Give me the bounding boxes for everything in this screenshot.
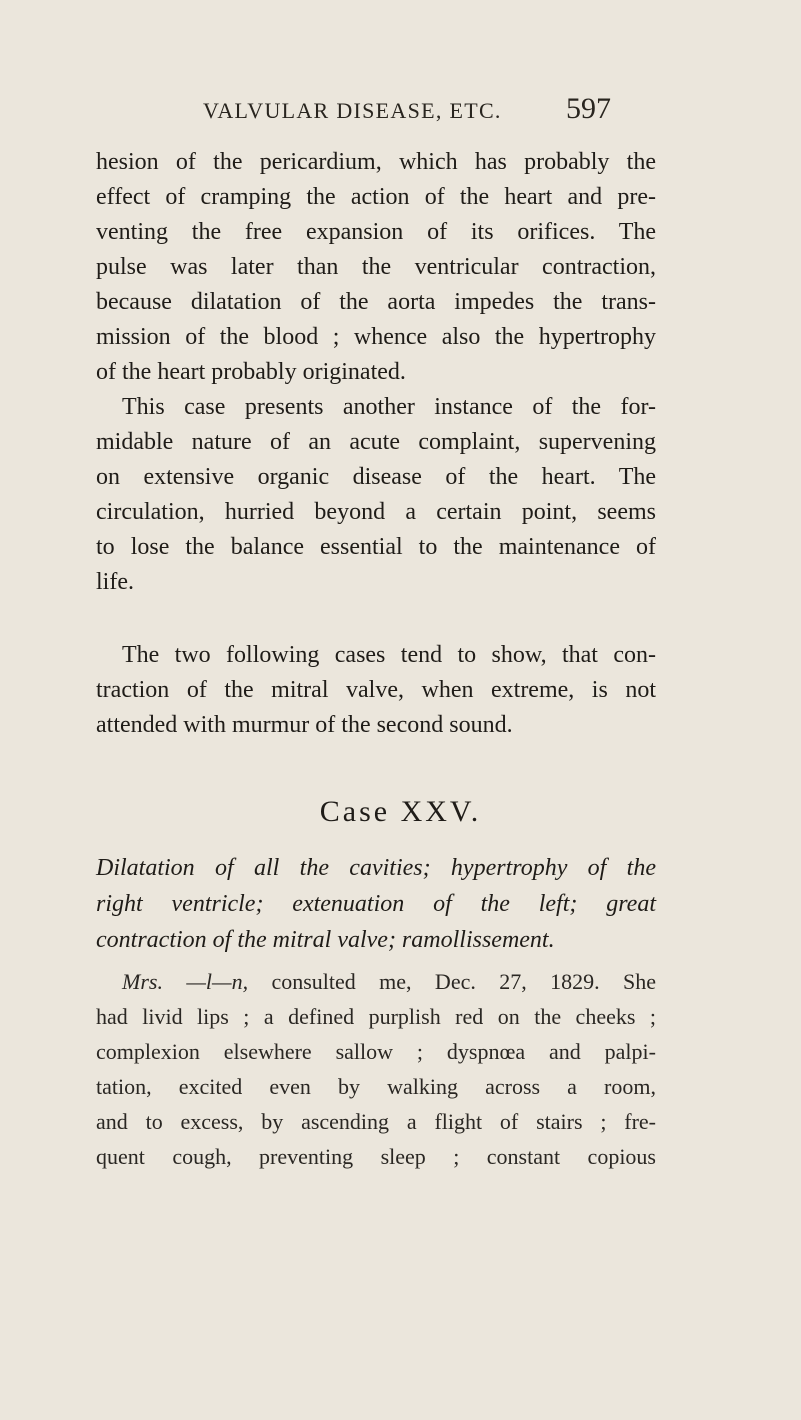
text-line: life. xyxy=(96,569,134,595)
text-line: and to excess, by ascending a flight of stairs ; fre- xyxy=(96,1109,656,1134)
text-line: to lose the balance essential to the maintenance of xyxy=(96,534,656,560)
patient-name: Mrs. —l—n, xyxy=(122,969,249,994)
case-text xyxy=(96,964,656,1174)
text-line: tation, excited even by walking across a room, xyxy=(96,1074,656,1099)
page-number: 597 xyxy=(566,92,611,125)
body-text xyxy=(96,145,656,600)
subtitle-line: right ventricle; extenuation of the left; great xyxy=(96,891,656,917)
text-line: This case presents another instance of the for- xyxy=(122,394,656,420)
subtitle-line: contraction of the mitral valve; ramollissement. xyxy=(96,927,555,953)
text-line: traction of the mitral valve, when extreme, is not xyxy=(96,677,656,703)
text-line: had livid lips ; a defined purplish red on the cheeks ; xyxy=(96,1004,656,1029)
subtitle-line: Dilatation of all the cavities; hypertrophy of the xyxy=(96,855,656,881)
text-line: because dilatation of the aorta impedes the trans- xyxy=(96,289,656,315)
text-line: on extensive organic disease of the heart. The xyxy=(96,464,656,490)
text-line: The two following cases tend to show, that con- xyxy=(122,642,656,668)
text-line: midable nature of an acute complaint, supervening xyxy=(96,429,656,455)
text-line: effect of cramping the action of the heart and pre- xyxy=(96,184,656,210)
text-line: of the heart probably originated. xyxy=(96,359,406,385)
case-heading: Case XXV. xyxy=(319,795,482,828)
text-line: mission of the blood ; whence also the hypertrophy xyxy=(96,324,656,350)
text-line: circulation, hurried beyond a certain point, seems xyxy=(96,499,656,525)
page-header xyxy=(0,92,801,132)
text-fragment: consulted me, Dec. 27, 1829. She xyxy=(248,969,657,994)
running-head: VALVULAR DISEASE, ETC. xyxy=(203,98,502,123)
text-line xyxy=(96,964,656,999)
text-line: hesion of the pericardium, which has probably the xyxy=(96,149,656,175)
text-line: complexion elsewhere sallow ; dyspnœa and palpi- xyxy=(96,1039,656,1064)
text-line: attended with murmur of the second sound. xyxy=(96,712,513,738)
text-line: pulse was later than the ventricular contraction, xyxy=(96,254,656,280)
body-text xyxy=(96,638,656,743)
text-line: venting the free expansion of its orifices. The xyxy=(96,219,656,245)
text-line: quent cough, preventing sleep ; constant copious xyxy=(96,1144,656,1169)
case-subtitle xyxy=(96,850,656,958)
